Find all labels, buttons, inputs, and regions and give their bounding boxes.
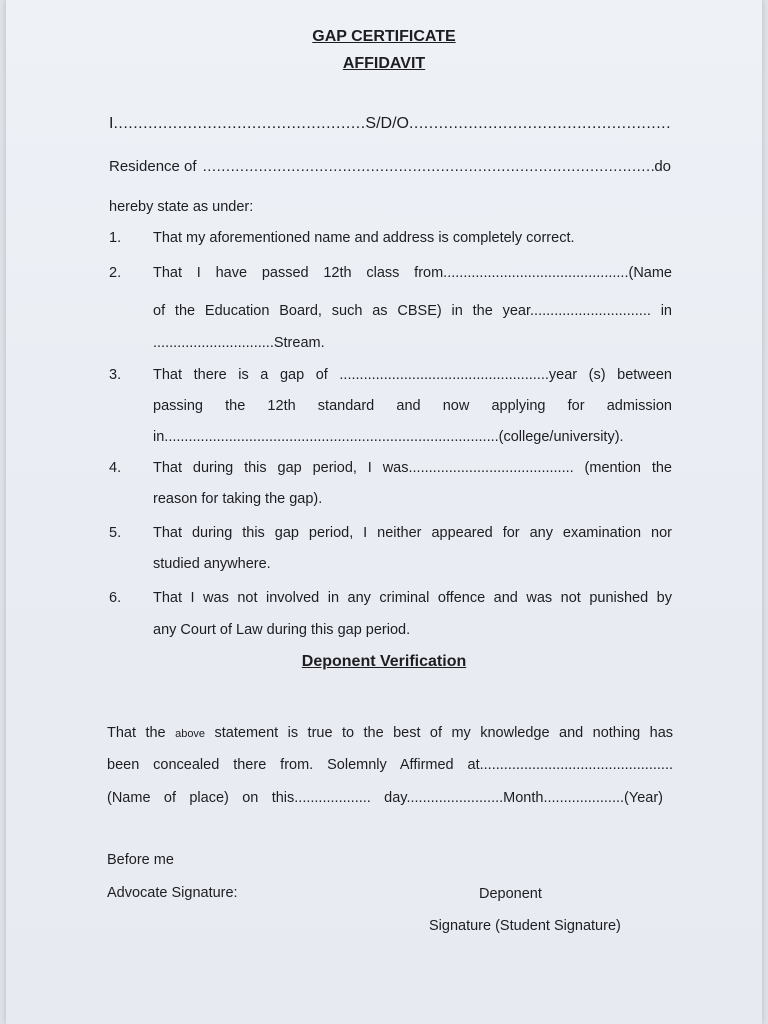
- clause-text: That there is a gap of ....................................................year (s) between: [153, 367, 672, 383]
- clause-text: passing the 12th standard and now applying for admission: [153, 398, 672, 414]
- verification-heading: Deponent Verification: [301, 653, 467, 670]
- clause-number: 1.: [109, 230, 122, 246]
- document-subtitle: AFFIDAVIT: [342, 55, 426, 72]
- name-blank: [113, 115, 365, 133]
- clause-number: 2.: [109, 265, 122, 281]
- residence-blank: [203, 158, 655, 175]
- verification-text: statement is true to the best of my knowledge and nothing has: [214, 725, 674, 741]
- advocate-signature-label: Advocate Signature:: [107, 885, 238, 901]
- verification-line-1: [107, 725, 673, 741]
- clause-text: ..............................Stream.: [153, 335, 325, 351]
- clause-text: in...................................................................................(college/university).: [153, 429, 624, 445]
- document-title: GAP CERTIFICATE: [312, 28, 456, 45]
- clause-text: studied anywhere.: [153, 556, 271, 572]
- before-me: Before me: [107, 852, 174, 868]
- clause-text: That during this gap period, I was......................................... (mention the: [153, 460, 672, 476]
- verification-line-3: (Name of place) on this................... day........................Month....................(Year): [107, 790, 663, 806]
- clause-number: 4.: [109, 460, 122, 476]
- residence-label: Residence of: [109, 158, 197, 175]
- verification-small-word: above: [175, 728, 206, 740]
- name-line: [109, 115, 671, 133]
- state-as-under: hereby state as under:: [109, 199, 254, 215]
- clause-number: 3.: [109, 367, 122, 383]
- do-label: do: [654, 158, 671, 175]
- clause-number: 5.: [109, 525, 122, 541]
- verification-text: That the: [107, 725, 166, 741]
- clause-text: That my aforementioned name and address is completely correct.: [153, 230, 575, 246]
- clause-text: of the Education Board, such as CBSE) in the year.............................. in: [153, 303, 672, 319]
- parent-name-blank: [409, 115, 671, 133]
- deponent-signature-label: Signature (Student Signature): [429, 918, 621, 934]
- verification-line-2: been concealed there from. Solemnly Affirmed at................................................: [107, 757, 673, 773]
- affidavit-page: [6, 0, 762, 1024]
- clause-number: 6.: [109, 590, 122, 606]
- i-label: I: [109, 115, 114, 132]
- residence-line: [109, 158, 671, 175]
- clause-text: reason for taking the gap).: [153, 491, 323, 507]
- clause-text: That I was not involved in any criminal offence and was not punished by: [153, 590, 672, 606]
- clause-text: That I have passed 12th class from..............................................(Name: [153, 265, 672, 281]
- clause-text: any Court of Law during this gap period.: [153, 622, 411, 638]
- sdo-label: S/D/O: [365, 115, 409, 132]
- clause-text: That during this gap period, I neither appeared for any examination nor: [153, 525, 672, 541]
- deponent-label: Deponent: [479, 886, 542, 902]
